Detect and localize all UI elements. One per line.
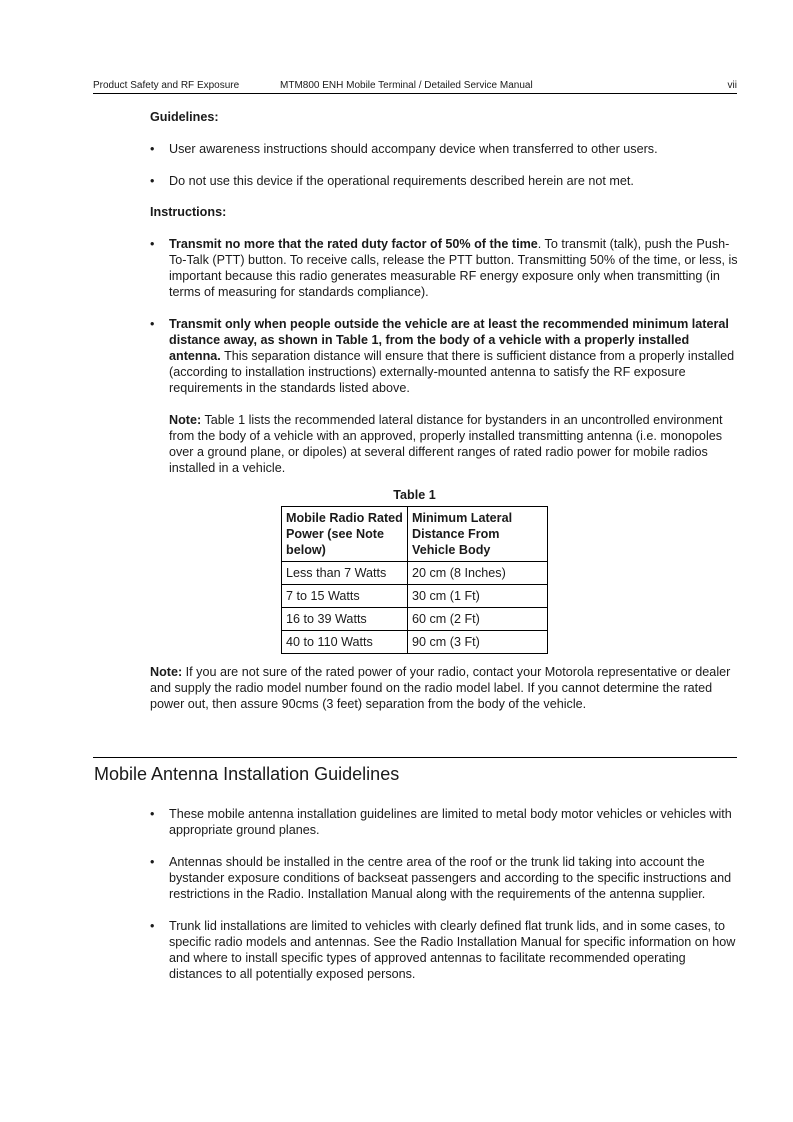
table-cell-distance: 90 cm (3 Ft)	[408, 631, 548, 654]
list-item-text: Antennas should be installed in the centre area of the roof or the trunk lid taking into account the bystander exposure conditions of backseat passengers and according to the specific instructions and restrictions in the Radio. Installation Manual along with the requirements of the antenna supplier.	[169, 855, 732, 901]
guidelines-list	[150, 141, 740, 189]
note-label: Note:	[169, 413, 202, 427]
table-header-row	[282, 507, 548, 562]
table-cell-power: 7 to 15 Watts	[282, 585, 408, 608]
list-item	[150, 141, 740, 157]
bullet-icon: •	[150, 174, 155, 188]
table-cell-power: 16 to 39 Watts	[282, 608, 408, 631]
page-content	[150, 109, 740, 712]
page-header	[93, 78, 737, 94]
list-item	[150, 173, 740, 189]
table-cell-distance: 20 cm (8 Inches)	[408, 562, 548, 585]
list-item-text: . To transmit (talk), push the Push-To-Talk (PTT) button. To receive calls, release the PTT button. Transmitting 50% of the time, or less, is important because this radio generates measurable RF energy exposure only when transmitting (in terms of measuring for standards compliance).	[169, 237, 738, 299]
header-page-number: vii	[727, 80, 737, 91]
bullet-icon: •	[150, 237, 155, 251]
list-item-text: Trunk lid installations are limited to vehicles with clearly defined flat trunk lids, and in some cases, to specific radio models and antennas. See the Radio Installation Manual for specific information on how and where to install specific types of approved antennas to facilitate recommended operating distances to all potentially exposed persons.	[169, 919, 736, 981]
bullet-icon: •	[150, 855, 155, 869]
table-cell-distance: 60 cm (2 Ft)	[408, 608, 548, 631]
note-text: Table 1 lists the recommended lateral distance for bystanders in an uncontrolled environment from the body of a vehicle with an approved, properly installed transmitting antenna (i.e. monopoles over a ground plane, or dipoles) at several different ranges of rated radio power for mobile radios installed in a vehicle.	[169, 413, 723, 475]
list-item-text: These mobile antenna installation guidelines are limited to metal body motor vehicles or vehicles with appropriate ground planes.	[169, 807, 732, 837]
bullet-icon: •	[150, 317, 155, 331]
list-item	[150, 236, 740, 300]
list-item	[150, 854, 740, 902]
list-item	[150, 316, 740, 654]
header-manual-title: MTM800 ENH Mobile Terminal / Detailed Service Manual	[280, 80, 533, 91]
list-item-bold-text: Transmit only when people outside the vehicle are at least the recommended minimum lateral distance away, as shown in Table 1, from the body of a vehicle with a properly installed antenna.	[169, 317, 729, 363]
note-label: Note:	[150, 665, 183, 679]
table1-wrapper	[281, 487, 548, 654]
bullet-icon: •	[150, 807, 155, 821]
table-header-distance: Minimum Lateral Distance From Vehicle Body	[408, 507, 548, 562]
note-text: If you are not sure of the rated power of your radio, contact your Motorola representative or dealer and supply the radio model number found on the radio model label. If you cannot determine the rated power out, then assure 90cms (3 feet) separation from the body of the vehicle.	[150, 665, 731, 711]
list-item	[150, 806, 740, 838]
table-row	[282, 608, 548, 631]
rf-distance-table	[281, 506, 548, 654]
list-item-text: Do not use this device if the operational requirements described herein are not met.	[169, 174, 634, 188]
table-footnote	[150, 664, 740, 712]
antenna-guidelines-list	[150, 806, 740, 982]
instructions-list	[150, 236, 740, 654]
list-item-text: User awareness instructions should accompany device when transferred to other users.	[169, 142, 658, 156]
antenna-section-content	[150, 806, 740, 982]
table-row	[282, 562, 548, 585]
guidelines-heading: Guidelines:	[150, 110, 219, 124]
table-row	[282, 585, 548, 608]
instructions-heading: Instructions:	[150, 205, 227, 219]
table-row	[282, 631, 548, 654]
table-intro-note	[169, 412, 740, 476]
bullet-icon: •	[150, 142, 155, 156]
table-cell-distance: 30 cm (1 Ft)	[408, 585, 548, 608]
list-item-text: This separation distance will ensure that there is sufficient distance from a properly installed (according to installation instructions) externally-mounted antenna to satisfy the RF exposure requirements in the standards listed above.	[169, 349, 735, 395]
section-title: Mobile Antenna Installation Guidelines	[94, 764, 400, 784]
table-header-power: Mobile Radio Rated Power (see Note below)	[282, 507, 408, 562]
section-divider	[93, 757, 737, 758]
table-cell-power: Less than 7 Watts	[282, 562, 408, 585]
list-item	[150, 918, 740, 982]
table-cell-power: 40 to 110 Watts	[282, 631, 408, 654]
bullet-icon: •	[150, 919, 155, 933]
list-item-bold-text: Transmit no more that the rated duty factor of 50% of the time	[169, 237, 538, 251]
table-caption: Table 1	[393, 488, 436, 502]
header-section-title: Product Safety and RF Exposure	[93, 80, 240, 91]
